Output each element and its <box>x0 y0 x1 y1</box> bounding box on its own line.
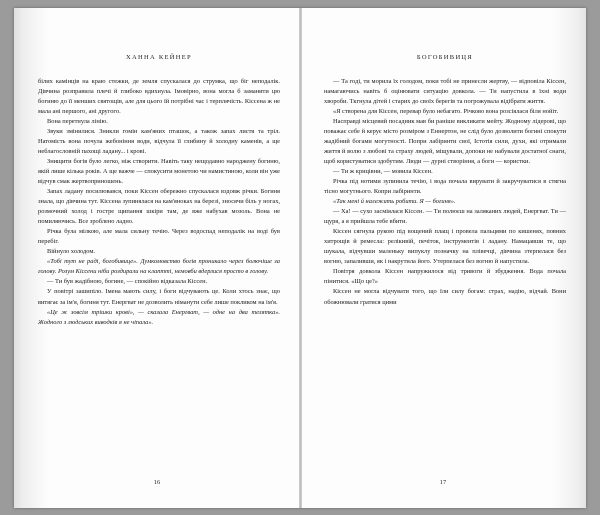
paragraph: Кіссен не могла відчувати того, що їли силу богам: страх, надію, відчай. Вони обожнювали гратися цими <box>324 288 566 306</box>
left-page <box>14 8 300 508</box>
paragraph: Річка була мілкою, але мала сильну течію. Через водоспад неподалік на воді був перебіг. <box>38 228 280 246</box>
paragraph: — Ти був жадібною, богине, — спокійно відказала Кіссен. <box>47 278 208 286</box>
paragraph: «Це ж зовсім трішки крові», — сказала Енергват, — одне на два телятка». Жодного з людських виводків я не чіпала». <box>38 308 280 326</box>
paragraph: «Тобі тут не раді, богобивице». Думкомовство богів проникало через болючіше за голову. Розум Кіссени ніби роздирали на клаптті, немовби вдерлися просто в голову. <box>38 258 280 276</box>
paragraph: Повітря довкола Кіссен напружилося від тривоги й збудження. Вода почала пінитися. «Що це?» <box>324 268 566 286</box>
paragraph: «Я створена для Кіссен, перевар було небагато. Річково вона розсіялася біля нойіт. <box>333 107 559 115</box>
paragraph: білих камінців на краю стежки, де земля спускалася до струмка, що біг неподалік. Дівчина розправила плечі й глибоко вдихнула. Імовірно, вона могла б заманити цю богиню до її менших святощів, але для цього їй потрібні час і терплячість. Кіссена ж не мала ані першого, ані другого. <box>38 77 280 115</box>
paragraph: Війнуло холодом. <box>47 248 96 256</box>
paragraph: «Так мені й належить робити. Я — богиня». <box>333 198 456 206</box>
left-running-head: ХАННА КЕЙНЕР <box>126 53 192 61</box>
right-running-head: БОГОБИВИЦЯ <box>416 53 474 61</box>
paragraph: — Ха! — сухо засміялася Кіссен. — Ти полюєш на заляканих людей, Енергват. Ти — щуря, а я прийшла тебе вбити. <box>324 208 566 226</box>
paragraph: Річка під нотими зупинила течію, і вода почала вирувати й закручуватися в стягна тісно могутнього. Копри лабіринти. <box>324 177 566 196</box>
paragraph: Вона перетнула лінію. <box>47 117 108 125</box>
left-page-text <box>38 77 280 328</box>
paragraph: — Та годі, ти морила їх голодом, поки тобі не принесли жертву, — відповіла Кіссен, намагаючись навіть б оцінювати ситуацію довкола. — Ти напустила в їхні води хвороби. Ткгнула дітей і старих до своїх берегів та погрожувала відібрати життя. <box>324 77 566 105</box>
paragraph: — Ти ж крицівни, — мовила Кіссен. <box>333 167 433 175</box>
paragraph: Насправді місцевий посадник мав би раніше викликати мейту. Жодному лідерові, що поважає себе й керує місто розміром з Еннертон, не слід було дозволити богині спокути жадібний богами могутності. Попри лабіринти свої, Істотія сили, духи, які отримали життя й волю з любові та страху людей, міщували, допоки не набували достатної снаги, щоб користуватися здобутим. Люди — дурні створіння, а боги — користки. <box>324 117 566 165</box>
right-page <box>300 8 586 508</box>
right-page-text <box>324 77 566 308</box>
paragraph: Запах ладану посилювався, поки Кіссен обережно спускалася вздовж річки. Богиня знала, що дівчина тут. Кіссена зупинялася на кам'яноках на березі, зносячи біль у ногах, розмочний холод і гостре щипання шкіри там, де вже набухав мозоль. Вона не помиляючись. Все зроблено ладно. <box>38 188 280 226</box>
right-folio: 17 <box>439 478 447 486</box>
open-book <box>14 8 586 508</box>
book-gutter <box>299 8 302 508</box>
paragraph: У повітрі зашипіло. Імена мають силу, і боги відчувають це. Коли хтось знає, що витягає за ім'я, богиня тут. Енергват не дозволить німанути себе лише покликом на ім'я. <box>38 288 280 306</box>
paragraph: Знищити богів було легко, ніж створити. Навіть таку нещодавно народжену богиню, якій лише кілька років. А ще важче — спокусити монетою чи намистиною, коли він уже відчув смак жертвоприношень. <box>38 157 280 185</box>
left-folio: 16 <box>153 478 161 486</box>
paragraph: Звуки змінилися. Зникли гомін кам'яних пташок, а також запах листя та тріл. Натомість вона почула жебоніння води, відчула її глибину й холодну каменів, а ще неблагословній пахощі ладану... і крові. <box>38 127 280 155</box>
paragraph: Кіссен сягнула рукою під вощений плащ і провела пальцями по кишенях, повних хитрощів й ремесла: релікивій, печіток, інструментів і ладану. Намацавши те, що шукала, відчувши маленьку випуклу позначку на плівечці, дівчина зтерпелася без вогню, запаливши, як і накрутила його. Утерпелася без вогню й напустила. <box>324 228 566 266</box>
